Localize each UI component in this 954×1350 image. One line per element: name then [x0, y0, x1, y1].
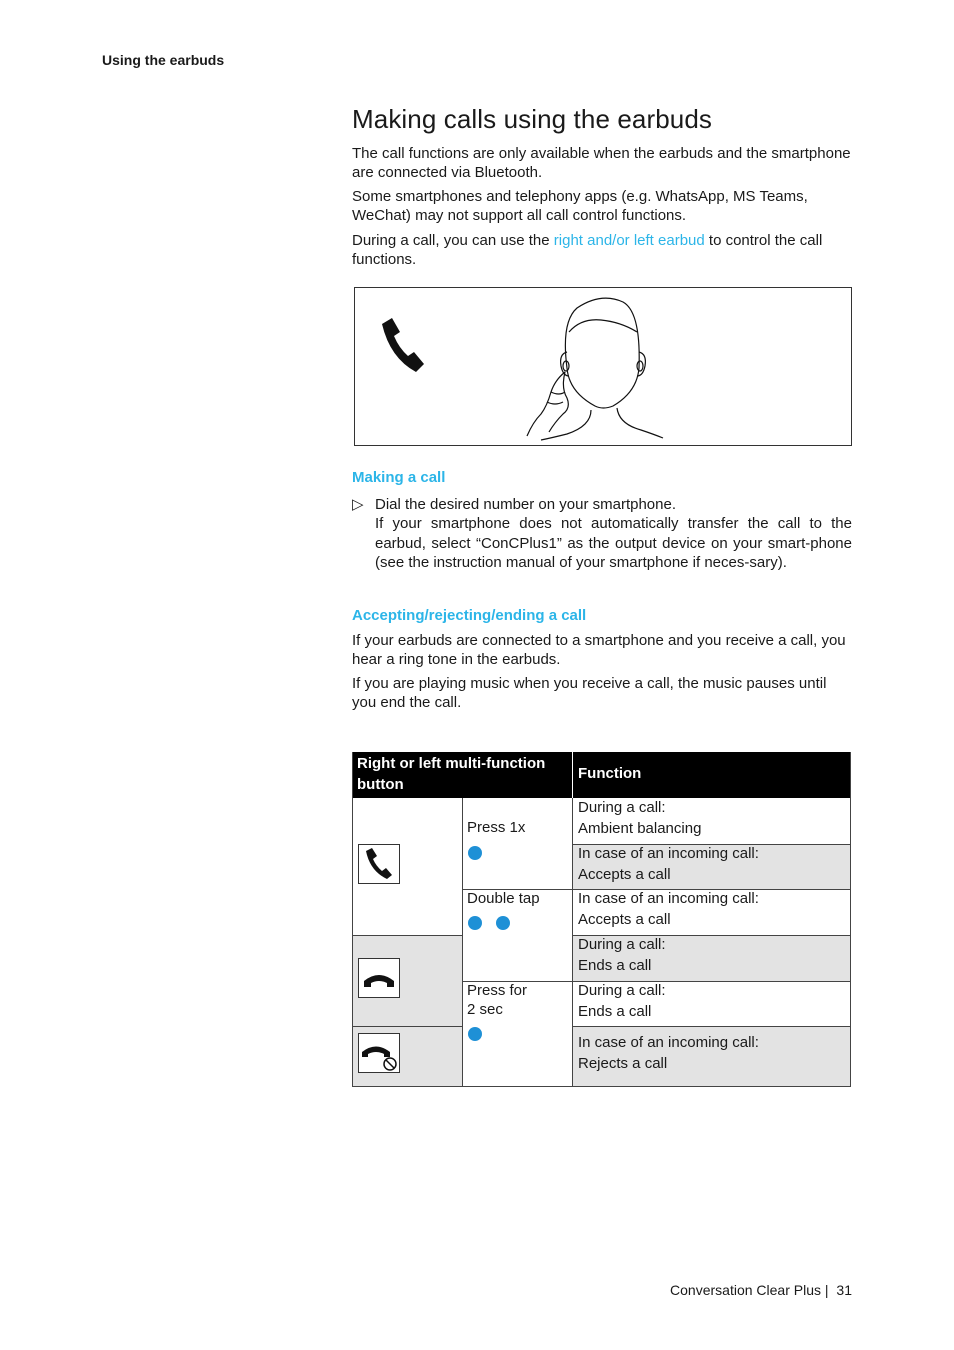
icon-cell-accept	[352, 798, 462, 935]
function-line1: During a call:	[578, 936, 666, 953]
head-tap-illustration	[355, 288, 851, 445]
header-function: Function	[572, 752, 851, 798]
earbud-illustration	[354, 287, 852, 446]
control-text-before: During a call, you can use the	[352, 232, 554, 249]
function-line2: Ambient balancing	[578, 819, 702, 837]
function-line1: In case of an incoming call:	[578, 1034, 759, 1051]
bullet-triangle-icon: ▷	[352, 496, 364, 513]
call-reject-icon	[358, 1033, 400, 1073]
tap-dot-icon	[496, 916, 510, 930]
gesture-press-2sec	[462, 981, 572, 1086]
table-divider	[462, 889, 851, 890]
function-line1: In case of an incoming call:	[578, 845, 759, 862]
table-divider	[572, 798, 573, 1086]
function-end-2	[572, 981, 851, 1026]
header-button: Right or left multi-function button	[352, 752, 572, 798]
call-accept-icon	[358, 844, 400, 884]
control-paragraph	[352, 231, 852, 270]
icon-cell-reject	[352, 1026, 462, 1086]
gesture-double-tap	[462, 889, 572, 981]
table-divider	[352, 935, 462, 936]
page-number: 31	[836, 1282, 852, 1298]
function-accept-1	[572, 844, 851, 889]
function-line2: Accepts a call	[578, 865, 671, 883]
function-line1: During a call:	[578, 799, 666, 816]
page-title: Making calls using the earbuds	[352, 104, 712, 134]
intro-paragraph-2: Some smartphones and telephony apps (e.g. WhatsApp, MS Teams, WeChat) may not support all call control functions.	[352, 188, 808, 225]
table-border	[352, 1086, 851, 1087]
earbud-link[interactable]: right and/or left earbud	[553, 232, 705, 249]
table-divider	[462, 798, 463, 1086]
press-2sec-label-2: 2 sec	[467, 1001, 503, 1018]
call-end-icon	[358, 958, 400, 998]
accepting-heading: Accepting/rejecting/ending a call	[352, 607, 587, 624]
table-divider	[572, 844, 851, 845]
function-reject	[572, 1026, 851, 1086]
dial-step: Dial the desired number on your smartphone.	[375, 496, 676, 513]
table-border	[850, 752, 851, 1086]
function-line2: Rejects a call	[578, 1054, 668, 1072]
function-line1: During a call:	[578, 982, 666, 999]
intro-paragraph-1: The call functions are only available when the earbuds and the smartphone are connected via Bluetooth.	[352, 145, 851, 182]
table-divider	[572, 935, 851, 936]
page-footer	[670, 1282, 852, 1298]
table-divider	[352, 1026, 462, 1027]
function-line1: In case of an incoming call:	[578, 890, 759, 907]
accepting-paragraph-1: If your earbuds are connected to a smartphone and you receive a call, you hear a ring tone in the earbuds.	[352, 632, 846, 669]
table-border	[352, 752, 353, 1086]
function-end-1	[572, 935, 851, 981]
tap-dot-icon	[468, 846, 482, 860]
footer-product: Conversation Clear Plus	[670, 1282, 821, 1298]
function-line2: Ends a call	[578, 1002, 652, 1020]
tap-dot-icon	[468, 1027, 482, 1041]
dial-note: If your smartphone does not automatically transfer the call to the earbud, select “ConCPlus1” as the output device on your smart-phone (see the instruction manual of your smartphone if neces-sary).	[375, 515, 852, 572]
function-accept-2	[572, 889, 851, 935]
double-tap-label: Double tap	[467, 890, 540, 907]
head-icon	[527, 298, 663, 440]
press-1x-label: Press 1x	[467, 819, 526, 836]
press-2sec-label-1: Press for	[467, 982, 528, 999]
phone-icon	[382, 318, 424, 372]
accepting-paragraph-2: If you are playing music when you receive a call, the music pauses until you end the call.	[352, 675, 827, 712]
table-divider	[572, 1026, 851, 1027]
control-text-after: to control the call functions.	[352, 232, 823, 269]
function-ambient	[572, 798, 851, 844]
gesture-press-1x	[462, 798, 572, 889]
making-call-heading: Making a call	[352, 469, 446, 486]
function-line2: Accepts a call	[578, 910, 671, 928]
section-label: Using the earbuds	[102, 52, 225, 68]
icon-cell-end	[352, 935, 462, 1026]
function-line2: Ends a call	[578, 956, 652, 974]
footer-separator: |	[824, 1282, 829, 1298]
table-divider	[462, 981, 851, 982]
tap-dot-icon	[468, 916, 482, 930]
